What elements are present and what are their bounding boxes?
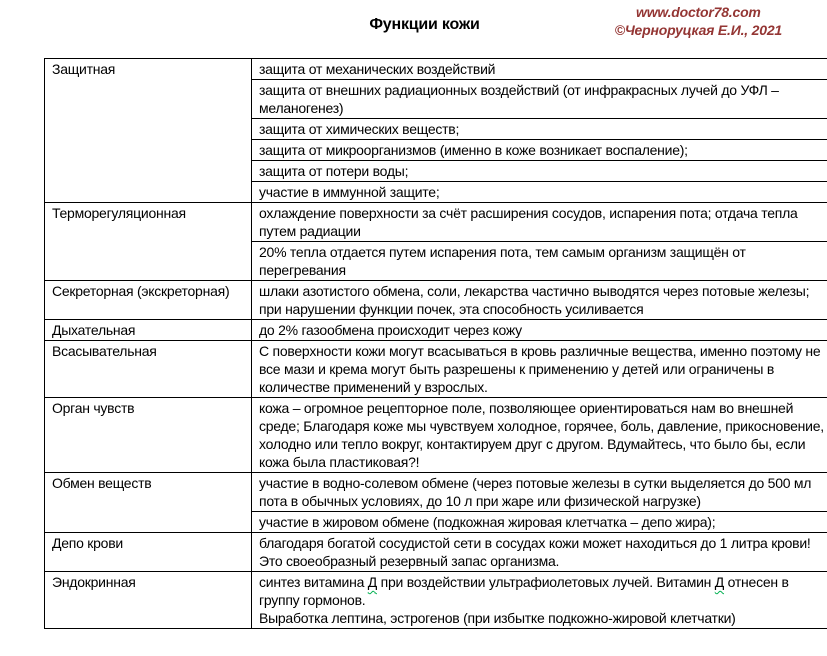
detail-cell: С поверхности кожи могут всасываться в кровь различные вещества, именно поэтому не все мази и крема могут быть разрешены к применению у детей или ограничены в количестве применений у взрослых. bbox=[252, 341, 827, 398]
detail-cell: участие в водно-солевом обмене (через потовые железы в сутки выделяется до 500 мл пота в обычных условиях, до 10 л при жаре или физической нагрузке) bbox=[252, 473, 827, 512]
detail-cell: защита от химических веществ; bbox=[252, 119, 827, 140]
function-cell-secretory: Секреторная (экскреторная) bbox=[45, 281, 252, 320]
function-cell-thermoregulation: Терморегуляционная bbox=[45, 203, 252, 281]
detail-cell: до 2% газообмена происходит через кожу bbox=[252, 320, 827, 341]
detail-cell: шлаки азотистого обмена, соли, лекарства частично выводятся через потовые железы; при нарушении функции почек, эта способность усиливается bbox=[252, 281, 827, 320]
function-cell-blood-depot: Депо крови bbox=[45, 533, 252, 572]
detail-cell: 20% тепла отдается путем испарения пота, тем самым организм защищён от перегревания bbox=[252, 242, 827, 281]
function-cell-respiratory: Дыхательная bbox=[45, 320, 252, 341]
table-row bbox=[45, 281, 827, 320]
function-cell-sense-organ: Орган чувств bbox=[45, 398, 252, 473]
text-segment: отнесен в группу гормонов. bbox=[259, 574, 789, 608]
text-segment: синтез витамина bbox=[259, 574, 368, 590]
text-segment: при воздействии ультрафиолетовых лучей. Витамин bbox=[376, 574, 715, 590]
copyright-line: ©Черноруцкая Е.И., 2021 bbox=[614, 22, 782, 38]
table-row bbox=[45, 341, 827, 398]
detail-cell: участие в жировом обмене (подкожная жировая клетчатка – депо жира); bbox=[252, 512, 827, 533]
detail-cell: защита от внешних радиационных воздействий (от инфракрасных лучей до УФЛ – меланогенез) bbox=[252, 80, 827, 119]
table-row bbox=[45, 473, 827, 512]
skin-functions-table bbox=[44, 58, 827, 629]
detail-cell bbox=[252, 572, 827, 629]
site-url: www.doctor78.com bbox=[636, 4, 761, 20]
detail-cell: охлаждение поверхности за счёт расширения сосудов, испарения пота; отдача тепла путем радиации bbox=[252, 203, 827, 242]
table-row bbox=[45, 533, 827, 572]
detail-cell: участие в иммунной защите; bbox=[252, 182, 827, 203]
table-row bbox=[45, 203, 827, 242]
detail-cell: благодаря богатой сосудистой сети в сосудах кожи может находиться до 1 литра крови! Это своеобразный резервный запас организма. bbox=[252, 533, 827, 572]
table-row bbox=[45, 572, 827, 629]
table-row bbox=[45, 59, 827, 80]
credit-block bbox=[615, 3, 782, 39]
paragraph: Выработка лептина, эстрогенов (при избытке подкожно-жировой клетчатки) bbox=[259, 610, 736, 626]
detail-cell: кожа – огромное рецепторное поле, позволяющее ориентироваться нам во внешней среде; Благодаря коже мы чувствуем холодное, горячее, боль, давление, прикосновение, холодно или тепло вокруг, контактируем друг с другом. Вдумайтесь, что было бы, если кожа была пластиковая?! bbox=[252, 398, 827, 473]
table-row bbox=[45, 398, 827, 473]
page-title: Функции кожи bbox=[369, 16, 480, 33]
function-cell-metabolism: Обмен веществ bbox=[45, 473, 252, 533]
paragraph bbox=[259, 573, 827, 609]
detail-cell: защита от микроорганизмов (именно в коже возникает воспаление); bbox=[252, 140, 827, 161]
table-row bbox=[45, 320, 827, 341]
spellcheck-underline: Д bbox=[714, 574, 725, 590]
function-cell-endocrine: Эндокринная bbox=[45, 572, 252, 629]
detail-cell: защита от механических воздействий bbox=[252, 59, 827, 80]
function-cell-absorption: Всасывательная bbox=[45, 341, 252, 398]
spellcheck-underline: Д bbox=[367, 574, 377, 590]
document-header bbox=[0, 0, 827, 58]
detail-cell: защита от потери воды; bbox=[252, 161, 827, 182]
function-cell-protective: Защитная bbox=[45, 59, 252, 203]
